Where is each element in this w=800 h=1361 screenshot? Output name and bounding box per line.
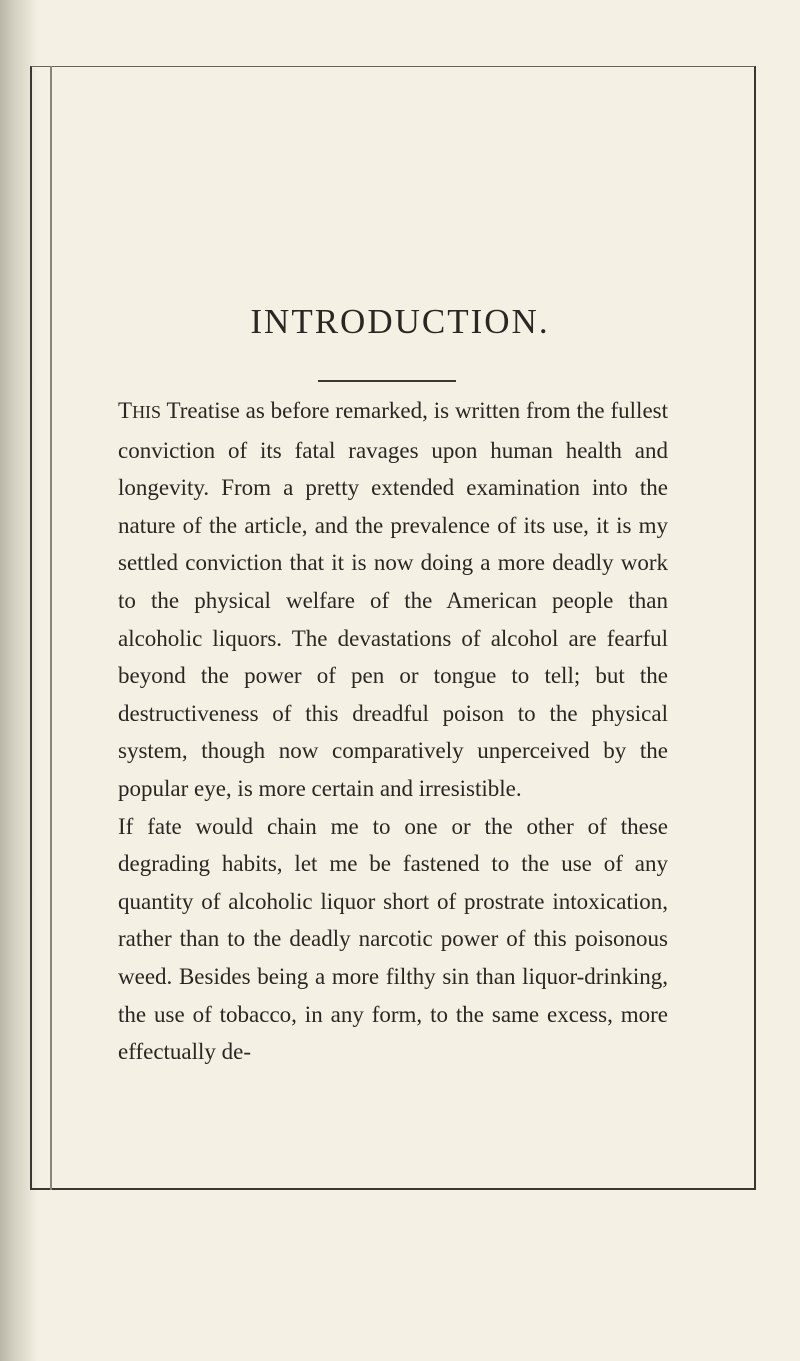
paragraph-1-initial: T (118, 398, 133, 423)
title-divider (318, 380, 456, 382)
inner-margin-rule (50, 66, 52, 1190)
paragraph-1 (118, 392, 668, 808)
paragraph-2: If fate would chain me to one or the other of these degrading habits, let me be fastened to the use of any quantity of alcoholic liquor short of prostrate intoxication, rather than to the deadly narcotic power of this poisonous weed. Besides being a more filthy sin than liquor-drinking, the use of tobacco, in any form, to the same excess, more effectually de- (118, 813, 668, 1065)
body-text (118, 392, 668, 1071)
paragraph-1-text: Treatise as before remarked, is written from the fullest conviction of its fatal ravages upon human health and longevity. From a pretty extended examination into the nature of the article, and the prevalence of its use, it is my settled conviction that it is now doing a more deadly work to the physical welfare of the American people than alcoholic liquors. The devastations of alcohol are fearful beyond the power of pen or tongue to tell; but the destructiveness of this dreadful poison to the physical system, though now comparatively unperceived by the popular eye, is more certain and irresistible. (118, 398, 668, 801)
page-title: INTRODUCTION. (250, 302, 550, 341)
paragraph-1-small-caps: HIS (132, 402, 162, 422)
